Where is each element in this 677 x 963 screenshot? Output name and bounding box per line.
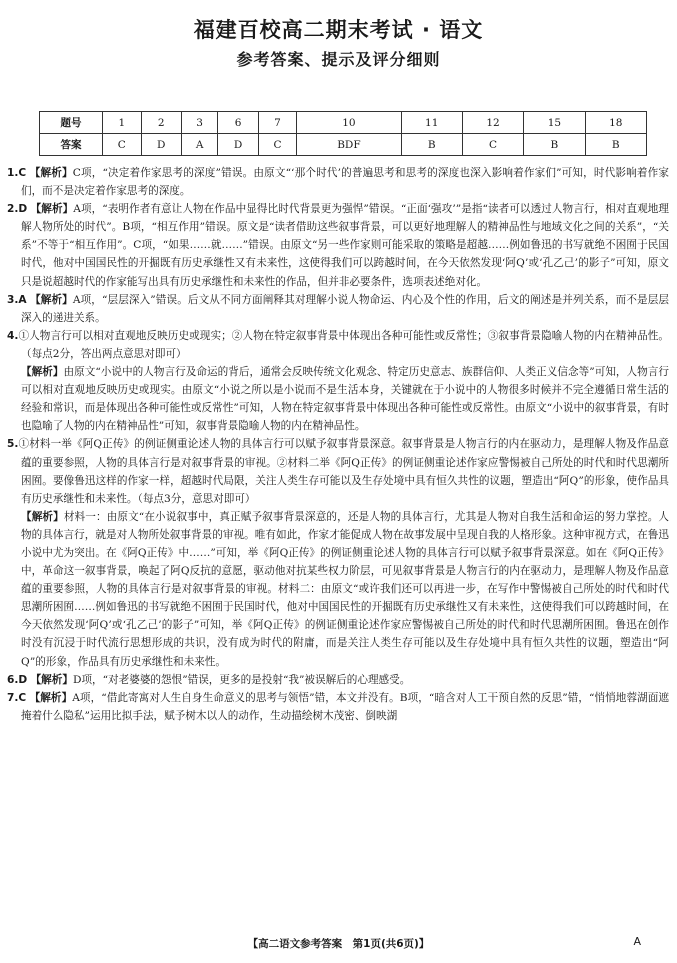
answer-table-number-row	[40, 112, 647, 134]
answer-cell: C	[103, 134, 142, 156]
answer-item	[7, 164, 669, 200]
answer-table	[39, 111, 647, 156]
item-prefix: 6.D	[7, 673, 28, 686]
item-text: A项，“表明作者有意让人物在作品中显得比时代背景更为强悍”错误。“正面‘强攻’”是指“读者可以透过人物言行，相对直观地理解人物所处的时代”。B项，“相互作用”错误。原文是“读者借助这些叙事背景，可以更好地理解人的精神品性与地域文化之间的关系”，“关系”不等于“相互作用”。C项，“如果……就……”错误。由原文“另一些作家则可能采取的策略是超越……例如鲁迅的书写就绝不困囿于民国时代，他对中国国民性的开掘既有历史承继性又有未来性，这使得我们可以跨越时间，在今天依然发现‘阿Q’或‘孔乙己’的影子”可知，原文只是说超越时代的作家能写出具有历史承继性和未来性的作品，但并非必要条件，选项表述绝对化。	[21, 203, 670, 288]
item-prefix: 2.D	[7, 203, 28, 216]
question-number: 6	[218, 112, 258, 134]
question-number: 3	[181, 112, 218, 134]
analysis-label: 【解析】	[30, 203, 74, 216]
answer-analysis	[7, 363, 669, 435]
answer-item	[7, 435, 669, 507]
item-text: C项，“决定着作家思考的深度”错误。由原文“‘那个时代’的普遍思考和思考的深度也深入影响着作家们”可知，时代影响着作家们，而不是决定着作家思考的深度。	[21, 167, 670, 198]
question-number: 12	[462, 112, 523, 134]
answer-item	[7, 200, 669, 290]
question-number: 1	[103, 112, 142, 134]
answer-item	[7, 291, 669, 327]
analysis-label: 【解析】	[29, 167, 73, 179]
item-text: ①材料一举《阿Q正传》的例证侧重论述人物的具体言行可以赋予叙事背景深意。叙事背景是人物言行的内在驱动力，是理解人物及作品意蕴的重要参照，人物的具体言行是对叙事背景的审视。②材料二举《阿Q正传》的例证侧重论述作家应警惕被自己所处的时代和时代思潮所困囿。要像鲁迅这样的作家一样，超越时代局限，关注人类生存可能以及生存处境中具有恒久共性的议题，塑造出“阿Q”的形象，使作品具有历史承继性和未来性。（每点3分，意思对即可）	[18, 438, 669, 505]
item-text: A项，“层层深入”错误。后文从不同方面阐释其对理解小说人物命运、内心及个性的作用，后文的阐述是并列关系，而不是层层深入的递进关系。	[21, 293, 669, 324]
analysis-label: 【解析】	[21, 510, 64, 523]
analysis-label: 【解析】	[21, 366, 64, 379]
item-text: D项，“对老婆婆的怨恨”错误，更多的是投射“我”被误解后的心理感受。	[72, 673, 411, 686]
item-text: 由原文“小说中的人物言行及命运的背后，通常会反映传统文化观念、特定历史意志、族群信仰、人类正义信念等”可知，人物言行可以相对直观地反映历史或现实。由原文“小说之所以是小说而不是生活本身，关键就在于小说中的人物很多时候并不完全遵循日常生活的经验和常识，而是体现出各种可能性或反常性”可知，人物在特定叙事背景中体现出各种可能性或反常性。由原文“小说中的叙事背景，有时也隐喻了人物的内在精神品性”可知，叙事背景隐喻人物的内在精神品性。	[21, 366, 670, 433]
page-subtitle: 参考答案、提示及评分细则	[236, 50, 441, 69]
version-mark: A	[633, 935, 641, 948]
question-number: 18	[585, 112, 646, 134]
answer-cell: C	[258, 134, 297, 156]
answer-item	[7, 327, 669, 363]
answer-cell: B	[585, 134, 646, 156]
question-number: 11	[401, 112, 462, 134]
question-number: 2	[141, 112, 181, 134]
answer-cell: B	[401, 134, 462, 156]
row-label-number: 题号	[40, 112, 103, 134]
question-number: 15	[524, 112, 585, 134]
analysis-label: 【解析】	[30, 673, 73, 686]
item-text: 材料一：由原文“在小说叙事中，真正赋予叙事背景深意的，还是人物的具体言行，尤其是人物对自我生活和命运的努力掌控。人物的具体言行，就是对人物所处叙事背景的审视。唯有如此，作家才能促成人物在故事发展中呈现自我的人格形象。这种审视方式，在鲁迅小说中尤为突出。在《阿Q正传》中……”可知，举《阿Q正传》的例证侧重论述人物的具体言行可以赋予叙事背景深意。如在《阿Q正传》中，革命这一叙事背景，唤起了阿Q反抗的意愿，驱动他对抗某些权力阶层，可见叙事背景是人物言行的内在驱动力，是理解人物及作品意蕴的重要参照，人物的具体言行是对叙事背景的审视。材料二：由原文“或许我们还可以再进一步，在写作中警惕被自己所处的时代和时代思潮所困囿……例如鲁迅的书写就绝不困囿于民国时代，他对中国国民性的开掘既有历史承继性又有未来性，这使得我们可以跨越时间，在今天依然发现‘阿Q’或‘孔乙己’的影子”可知，举《阿Q正传》的例证侧重论述作家应警惕被自己所处的时代和时代思潮所困囿。鲁迅在创作时没有沉浸于时代流行思想形成的共识，没有成为时代的附庸，而是关注人类生存可能以及生存处境中具有恒久共性的议题，塑造出“阿Q”的形象，作品具有历史承继性和未来性。	[21, 510, 669, 668]
item-prefix: 3.A	[7, 293, 27, 306]
answer-cell: BDF	[297, 134, 401, 156]
item-prefix: 1.C	[7, 167, 27, 179]
item-prefix: 4.	[7, 329, 19, 342]
item-text: A项，“借此寄寓对人生自身生命意义的思考与领悟”错，本文并没有。B项，“暗含对人工干预自然的反思”错，“悄悄地蓉湖面遮掩着什么隐私”运用比拟手法，赋予树木以人的动作，生动描绘树木茂密、倒映湖	[21, 691, 669, 722]
analysis-label: 【解析】	[29, 691, 73, 704]
question-number: 10	[297, 112, 401, 134]
answer-cell: D	[218, 134, 258, 156]
answer-analysis	[7, 508, 669, 671]
answer-cell: A	[181, 134, 218, 156]
question-number: 7	[258, 112, 297, 134]
item-prefix: 7.C	[7, 691, 27, 704]
answer-item	[7, 671, 669, 689]
item-prefix: 5.	[7, 438, 19, 451]
answer-item	[7, 689, 669, 725]
analysis-label: 【解析】	[30, 293, 73, 306]
item-text: ①人物言行可以相对直观地反映历史或现实；②人物在特定叙事背景中体现出各种可能性或反常性；③叙事背景隐喻人物的内在精神品性。（每点2分，答出两点意思对即可）	[18, 329, 669, 360]
row-label-answer: 答案	[40, 134, 103, 156]
page-title: 福建百校高二期末考试 · 语文	[193, 18, 484, 42]
answer-cell: D	[141, 134, 181, 156]
answer-cell: C	[462, 134, 523, 156]
answer-cell: B	[524, 134, 585, 156]
answer-table-answer-row	[40, 134, 647, 156]
answer-explanations	[7, 164, 669, 725]
page-footer: 【高二语文参考答案 第1页(共6页)】	[247, 938, 430, 950]
